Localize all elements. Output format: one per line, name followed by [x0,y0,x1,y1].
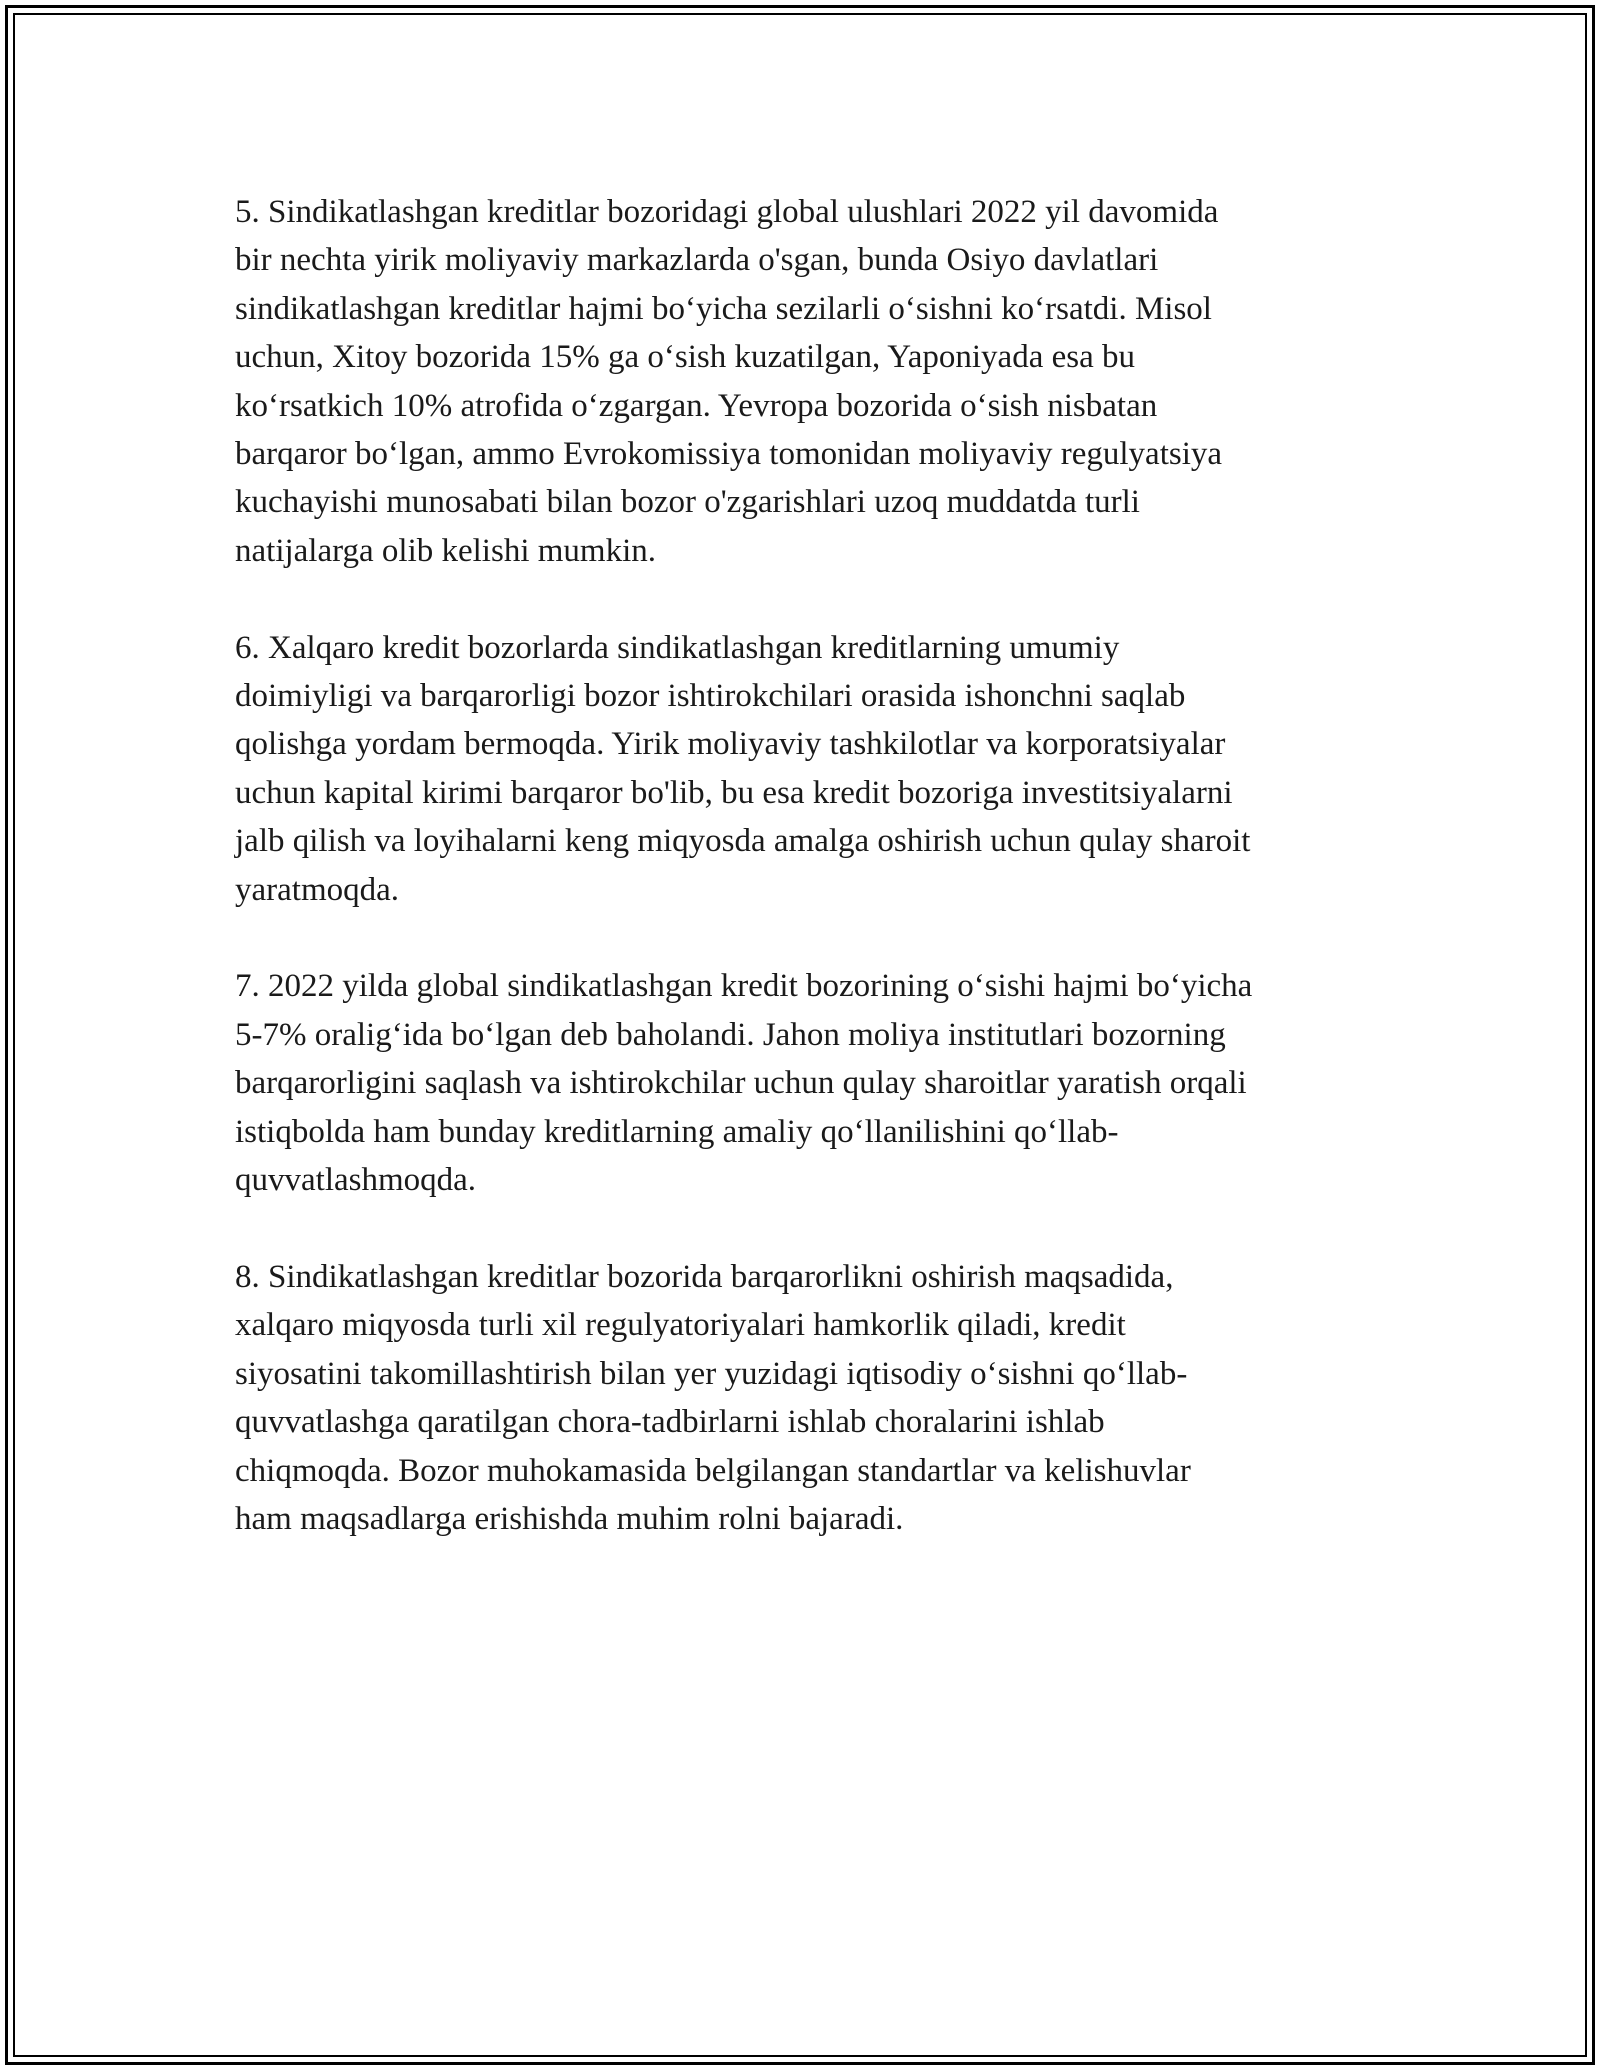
text-line: bir nechta yirik moliyaviy markazlarda o'sgan, bunda Osiyo davlatlari [235,242,1159,279]
text-line: 7. 2022 yilda global sindikatlashgan kredit bozorining oʻsishi hajmi boʻyicha [235,968,1253,1005]
text-line: xalqaro miqyosda turli xil regulyatoriyalari hamkorlik qiladi, kredit [235,1307,1126,1344]
text-line: doimiyligi va barqarorligi bozor ishtirokchilari orasida ishonchni saqlab [235,678,1186,715]
text-line: 5. Sindikatlashgan kreditlar bozoridagi global ulushlari 2022 yil davomida [235,194,1219,230]
paragraph-6 [235,624,1385,914]
paragraph-7 [235,962,1385,1204]
text-line: qolishga yordam bermoqda. Yirik moliyaviy tashkilotlar va korporatsiyalar [235,726,1226,763]
text-line: istiqbolda ham bunday kreditlarning amaliy qoʻllanilishini qoʻllab- [235,1113,1119,1150]
text-line: barqarorligini saqlash va ishtirokchilar uchun qulay sharoitlar yaratish orqali [235,1065,1247,1102]
text-line: quvvatlashga qaratilgan chora-tadbirlarni ishlab choralarini ishlab [235,1404,1105,1441]
text-line: quvvatlashmoqda. [235,1162,477,1199]
text-line: natijalarga olib kelishi mumkin. [235,532,656,569]
text-line: 8. Sindikatlashgan kreditlar bozorida barqarorlikni oshirish maqsadida, [235,1258,1174,1295]
paragraph-5 [235,188,1385,575]
text-line: jalb qilish va loyihalarni keng miqyosda amalga oshirish uchun qulay sharoit [235,823,1251,860]
paragraph-8 [235,1253,1385,1543]
text-line: ham maqsadlarga erishishda muhim rolni bajaradi. [235,1500,904,1537]
text-line: barqaror boʻlgan, ammo Evrokomissiya tomonidan moliyaviy regulyatsiya [235,436,1223,473]
text-line: 5-7% oraligʻida boʻlgan deb baholandi. Jahon moliya institutlari bozorning [235,1016,1226,1053]
text-line: chiqmoqda. Bozor muhokamasida belgilangan standartlar va kelishuvlar [235,1452,1191,1489]
text-line: sindikatlashgan kreditlar hajmi boʻyicha sezilarli oʻsishni koʻrsatdi. Misol [235,290,1212,327]
text-line: uchun kapital kirimi barqaror bo'lib, bu esa kredit bozoriga investitsiyalarni [235,774,1233,811]
text-line: yaratmoqda. [235,871,400,908]
text-line: koʻrsatkich 10% atrofida oʻzgargan. Yevropa bozorida oʻsish nisbatan [235,387,1158,424]
text-line: kuchayishi munosabati bilan bozor o'zgarishlari uzoq muddatda turli [235,484,1140,521]
text-line: siyosatini takomillashtirish bilan yer yuzidagi iqtisodiy oʻsishni qoʻllab- [235,1355,1188,1392]
text-line: uchun, Xitoy bozorida 15% ga oʻsish kuzatilgan, Yaponiyada esa bu [235,339,1135,376]
text-line: 6. Xalqaro kredit bozorlarda sindikatlashgan kreditlarning umumiy [235,629,1120,666]
document-body [235,188,1385,1543]
